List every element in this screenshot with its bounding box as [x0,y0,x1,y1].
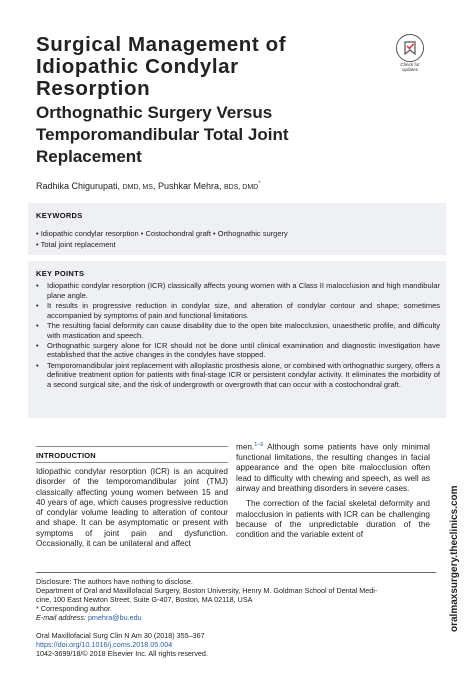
badge-label: Check for updates [400,62,420,72]
keywords-list [36,228,288,250]
citation-block [36,631,208,658]
article-subtitle [36,102,366,168]
introduction-heading: INTRODUCTION [36,451,96,460]
doi-link[interactable]: https://doi.org/10.1016/j.coms.2018.05.004 [36,640,173,650]
keyword-line: • Total joint replacement [36,240,116,249]
title-line: Idiopathic Condylar [36,55,239,78]
bookmark-icon [402,41,418,55]
key-points-heading: KEY POINTS [36,269,85,278]
reference-link[interactable]: 1–6 [254,442,264,448]
subtitle-line: Orthognathic Surgery Versus [36,103,273,122]
journal-side-url[interactable]: oralmaxsurgery.theclinics.com [449,485,460,632]
author-degrees: BDS, DMD [223,184,259,191]
copyright-line: 1042-3699/18/© 2018 Elsevier Inc. All rights reserved. [36,649,208,659]
introduction-right-column [236,440,430,540]
key-point-item: • It results in progressive reduction in condylar size, and alteration of condylar contour and shape; sometimes accompanied by symptoms of pain and functional limitations. [36,301,440,320]
email-line: E-mail address: pmehra@bu.edu [36,613,142,623]
footnotes [36,577,436,622]
keyword-line: • Idiopathic condylar resorption • Costochondral graft • Orthognathic surgery [36,229,288,238]
key-points-list [36,281,440,390]
key-point-item: • Idiopathic condylar resorption (ICR) classically affects young women with a Class II malocclusion and high mandibular plane angle. [36,281,440,300]
corresponding-note: * Corresponding author. [36,604,112,614]
affiliation-line: Department of Oral and Maxillofacial Surgery, Boston University, Henry M. Goldman School of Dental Medi- [36,586,378,596]
corresponding-marker[interactable]: * [258,181,261,187]
key-point-item: • Temporomandibular joint replacement with alloplastic prosthesis alone, or combined with orthognathic surgery, offers a definitive treatment option for patients with final-stage ICR or persistent condylar activity. It eliminates the morbidity of a second surgical site, and the risk of undergrowth or overgrowth that can occur with a costochondral graft. [36,361,440,390]
subtitle-line: Temporomandibular Total Joint [36,125,289,144]
subtitle-line: Replacement [36,147,142,166]
affiliation-line: cine, 100 East Newton Street, Suite G-407, Boston, MA 02118, USA [36,595,253,605]
section-divider [36,446,228,447]
author-name: Pushkar Mehra, [157,181,222,191]
keywords-box [28,203,446,255]
article-title [36,34,366,100]
key-points-box [28,261,446,418]
body-paragraph: men.$^{1-6}$ Although some patients have only minimal functional limitations, the resulting changes in facial appearance and the open bite malocclusion often lead to difficulty with chewing and speech, as well as airway and breathing disorders in severe cases. [236,442,430,493]
title-line: Resorption [36,77,151,100]
disclosure-note: Disclosure: The authors have nothing to disclose. [36,577,193,586]
footnote-divider [36,572,436,573]
section-divider [36,462,228,463]
author-line: Radhika Chigurupati, DMD, MS, Pushkar Mehra, BDS, DMD* [36,181,261,191]
key-point-item: • The resulting facial deformity can cause disability due to the open bite malocclusion, unaesthetic profile, and difficulty with mastication and speech. [36,321,440,340]
author-degrees: DMD, MS [122,184,153,191]
author-name: Radhika Chigurupati, [36,181,121,191]
body-paragraph: The correction of the facial skeletal deformity and malocclusion in patients with ICR can be challenging because of the unpredictable duration of the condition and the variable extent of [236,499,430,540]
key-point-item: • Orthognathic surgery alone for ICR should not be done until clinical examination and diagnostic investigation have established that the active changes in the condyles have stopped. [36,341,440,360]
body-paragraph: Idiopathic condylar resorption (ICR) is an acquired disorder of the temporomandibular joint (TMJ) classically affecting young women between 15 and 40 years of age, which causes progressive reduction of condylar volume leading to alteration of contour and shape. It can be asymptomatic or present with symptoms of joint pain and dysfunction. Occasionally, it can be unilateral and affect [36,467,228,549]
check-for-updates-badge[interactable] [396,34,424,70]
email-link[interactable]: pmehra@bu.edu [87,613,142,623]
keywords-heading: KEYWORDS [36,211,83,220]
journal-citation: Oral Maxillofacial Surg Clin N Am 30 (2018) 355–367 [36,631,205,640]
introduction-left-column [36,467,228,549]
title-line: Surgical Management of [36,33,287,56]
